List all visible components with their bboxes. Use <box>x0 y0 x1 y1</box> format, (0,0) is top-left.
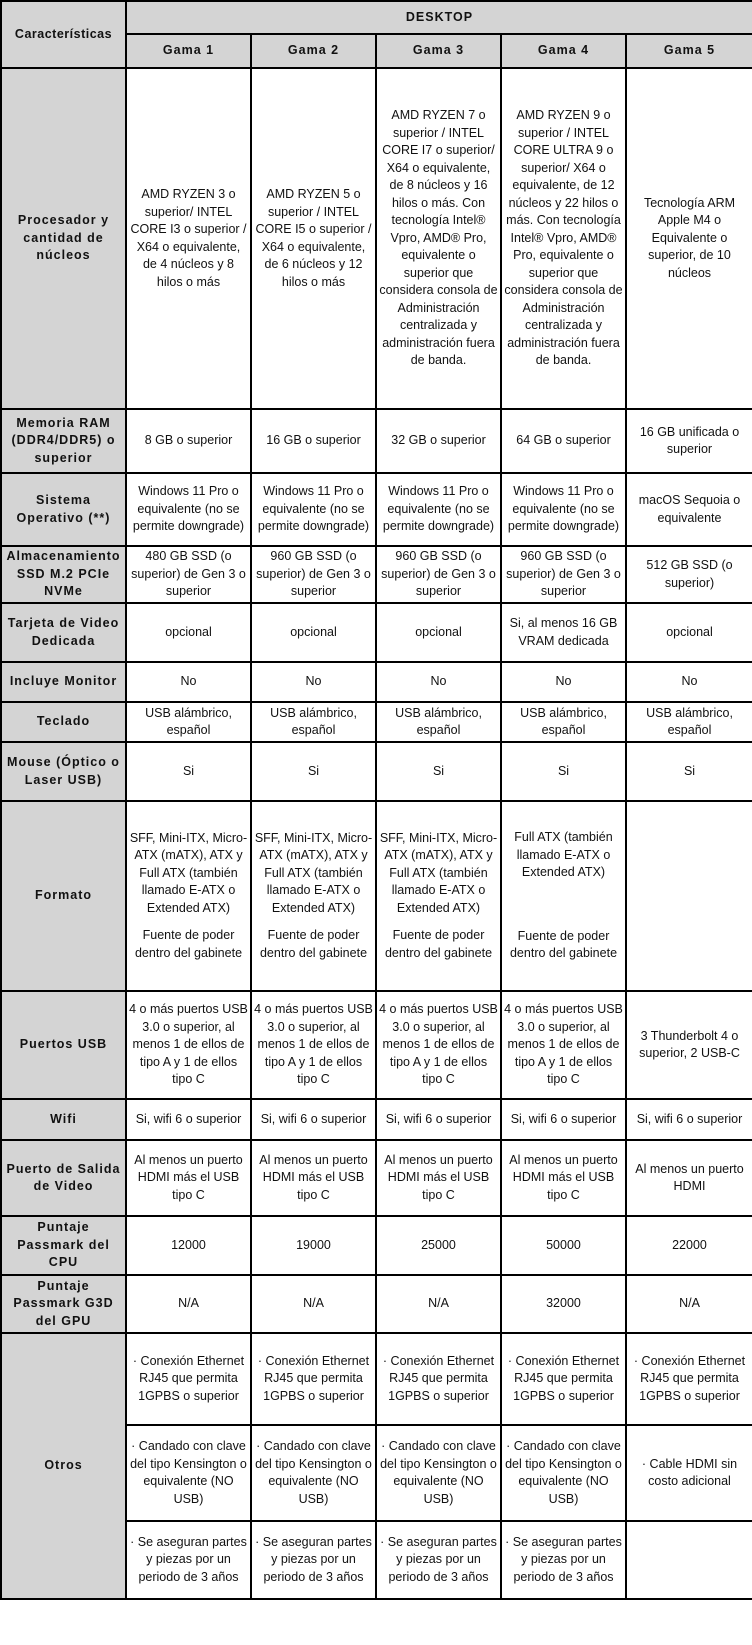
row-tarjeta-video <box>1 603 752 662</box>
row-procesador <box>1 68 752 409</box>
row-ram <box>1 409 752 473</box>
cell-otros-garantia-gama-3: · Se aseguran partes y piezas por un periodo de 3 años <box>376 1521 501 1599</box>
cell-passmark-cpu-gama-3: 25000 <box>376 1216 501 1275</box>
cell-monitor-gama-1: No <box>126 662 251 702</box>
cell-video-gama-3: opcional <box>376 603 501 662</box>
cell-ram-gama-3: 32 GB o superior <box>376 409 501 473</box>
row-label-passmark-gpu: Puntaje Passmark G3D del GPU <box>1 1275 126 1333</box>
cell-otros-garantia-gama-1: · Se aseguran partes y piezas por un periodo de 3 años <box>126 1521 251 1599</box>
row-puertos-usb <box>1 991 752 1099</box>
cell-formato-gama-3 <box>376 801 501 991</box>
formato-fuente: Fuente de poder dentro del gabinete <box>259 928 368 960</box>
row-mouse <box>1 742 752 801</box>
cell-teclado-gama-2: USB alámbrico, español <box>251 702 376 742</box>
cell-passmark-gpu-gama-1: N/A <box>126 1275 251 1333</box>
cell-mouse-gama-5: Si <box>626 742 752 801</box>
cell-monitor-gama-2: No <box>251 662 376 702</box>
row-label-teclado: Teclado <box>1 702 126 742</box>
cell-passmark-gpu-gama-4: 32000 <box>501 1275 626 1333</box>
formato-tipo: SFF, Mini-ITX, Micro-ATX (mATX), ATX y Full ATX (también llamado E-ATX o Extended ATX) <box>129 830 248 915</box>
row-label-puertos-usb: Puertos USB <box>1 991 126 1099</box>
cell-wifi-gama-5: Si, wifi 6 o superior <box>626 1099 752 1140</box>
cell-so-gama-5: macOS Sequoia o equivalente <box>626 473 752 546</box>
cell-otros-candado-gama-5: · Cable HDMI sin costo adicional <box>626 1425 752 1521</box>
cell-so-gama-2: Windows 11 Pro o equivalente (no se permite downgrade) <box>251 473 376 546</box>
cell-video-gama-1: opcional <box>126 603 251 662</box>
row-salida-video <box>1 1140 752 1216</box>
cell-usb-gama-2: 4 o más puertos USB 3.0 o superior, al menos 1 de ellos de tipo A y 1 de ellos tipo C <box>251 991 376 1099</box>
cell-teclado-gama-4: USB alámbrico, español <box>501 702 626 742</box>
row-label-procesador: Procesador y cantidad de núcleos <box>1 68 126 409</box>
cell-formato-gama-1 <box>126 801 251 991</box>
cell-almacenamiento-gama-1: 480 GB SSD (o superior) de Gen 3 o superior <box>126 546 251 603</box>
cell-salida-video-gama-4: Al menos un puerto HDMI más el USB tipo C <box>501 1140 626 1216</box>
cell-almacenamiento-gama-3: 960 GB SSD (o superior) de Gen 3 o superior <box>376 546 501 603</box>
column-header-gama-4: Gama 4 <box>501 34 626 68</box>
cell-otros-candado-gama-4: · Candado con clave del tipo Kensington o equivalente (NO USB) <box>501 1425 626 1521</box>
row-label-ram: Memoria RAM (DDR4/DDR5) o superior <box>1 409 126 473</box>
cell-passmark-cpu-gama-5: 22000 <box>626 1216 752 1275</box>
cell-otros-candado-gama-3: · Candado con clave del tipo Kensington o equivalente (NO USB) <box>376 1425 501 1521</box>
cell-ram-gama-2: 16 GB o superior <box>251 409 376 473</box>
cell-usb-gama-3: 4 o más puertos USB 3.0 o superior, al menos 1 de ellos de tipo A y 1 de ellos tipo C <box>376 991 501 1099</box>
cell-so-gama-4: Windows 11 Pro o equivalente (no se permite downgrade) <box>501 473 626 546</box>
cell-wifi-gama-3: Si, wifi 6 o superior <box>376 1099 501 1140</box>
row-teclado <box>1 702 752 742</box>
cell-salida-video-gama-3: Al menos un puerto HDMI más el USB tipo C <box>376 1140 501 1216</box>
cell-salida-video-gama-1: Al menos un puerto HDMI más el USB tipo C <box>126 1140 251 1216</box>
cell-video-gama-5: opcional <box>626 603 752 662</box>
formato-tipo: SFF, Mini-ITX, Micro-ATX (mATX), ATX y Full ATX (también llamado E-ATX o Extended ATX) <box>379 830 498 915</box>
cell-mouse-gama-3: Si <box>376 742 501 801</box>
cell-teclado-gama-1: USB alámbrico, español <box>126 702 251 742</box>
cell-mouse-gama-4: Si <box>501 742 626 801</box>
cell-formato-gama-5 <box>626 801 752 991</box>
column-header-gama-3: Gama 3 <box>376 34 501 68</box>
cell-otros-ethernet-gama-5: · Conexión Ethernet RJ45 que permita 1GPBS o superior <box>626 1333 752 1425</box>
cell-so-gama-3: Windows 11 Pro o equivalente (no se permite downgrade) <box>376 473 501 546</box>
row-label-salida-video: Puerto de Salida de Video <box>1 1140 126 1216</box>
cell-passmark-gpu-gama-2: N/A <box>251 1275 376 1333</box>
cell-ram-gama-1: 8 GB o superior <box>126 409 251 473</box>
cell-passmark-gpu-gama-3: N/A <box>376 1275 501 1333</box>
cell-ram-gama-5: 16 GB unificada o superior <box>626 409 752 473</box>
cell-otros-candado-gama-2: · Candado con clave del tipo Kensington o equivalente (NO USB) <box>251 1425 376 1521</box>
cell-monitor-gama-3: No <box>376 662 501 702</box>
cell-usb-gama-5: 3 Thunderbolt 4 o superior, 2 USB-C <box>626 991 752 1099</box>
cell-otros-ethernet-gama-1: · Conexión Ethernet RJ45 que permita 1GPBS o superior <box>126 1333 251 1425</box>
cell-usb-gama-1: 4 o más puertos USB 3.0 o superior, al menos 1 de ellos de tipo A y 1 de ellos tipo C <box>126 991 251 1099</box>
cell-mouse-gama-2: Si <box>251 742 376 801</box>
cell-formato-gama-4 <box>501 801 626 991</box>
row-sistema-operativo <box>1 473 752 546</box>
row-label-wifi: Wifi <box>1 1099 126 1140</box>
row-otros-ethernet <box>1 1333 752 1425</box>
row-label-monitor: Incluye Monitor <box>1 662 126 702</box>
row-passmark-cpu <box>1 1216 752 1275</box>
cell-video-gama-2: opcional <box>251 603 376 662</box>
cell-ram-gama-4: 64 GB o superior <box>501 409 626 473</box>
cell-salida-video-gama-2: Al menos un puerto HDMI más el USB tipo C <box>251 1140 376 1216</box>
cell-procesador-gama-5: Tecnología ARM Apple M4 o Equivalente o superior, de 10 núcleos <box>626 68 752 409</box>
cell-monitor-gama-5: No <box>626 662 752 702</box>
desktop-header: DESKTOP <box>126 1 752 34</box>
row-label-sistema-operativo: Sistema Operativo (**) <box>1 473 126 546</box>
cell-otros-candado-gama-1: · Candado con clave del tipo Kensington o equivalente (NO USB) <box>126 1425 251 1521</box>
formato-fuente: Fuente de poder dentro del gabinete <box>509 928 618 961</box>
row-label-almacenamiento: Almacenamiento SSD M.2 PCIe NVMe <box>1 546 126 603</box>
cell-teclado-gama-5: USB alámbrico, español <box>626 702 752 742</box>
row-passmark-gpu <box>1 1275 752 1333</box>
cell-otros-garantia-gama-5 <box>626 1521 752 1599</box>
row-label-passmark-cpu: Puntaje Passmark del CPU <box>1 1216 126 1275</box>
cell-passmark-cpu-gama-1: 12000 <box>126 1216 251 1275</box>
cell-video-gama-4: Si, al menos 16 GB VRAM dedicada <box>501 603 626 662</box>
cell-wifi-gama-1: Si, wifi 6 o superior <box>126 1099 251 1140</box>
column-header-gama-2: Gama 2 <box>251 34 376 68</box>
cell-almacenamiento-gama-5: 512 GB SSD (o superior) <box>626 546 752 603</box>
row-label-tarjeta-video: Tarjeta de Video Dedicada <box>1 603 126 662</box>
cell-monitor-gama-4: No <box>501 662 626 702</box>
cell-procesador-gama-1: AMD RYZEN 3 o superior/ INTEL CORE I3 o superior / X64 o equivalente, de 4 núcleos y 8 hilos o más <box>126 68 251 409</box>
cell-wifi-gama-4: Si, wifi 6 o superior <box>501 1099 626 1140</box>
cell-procesador-gama-3: AMD RYZEN 7 o superior / INTEL CORE I7 o superior/ X64 o equivalente, de 8 núcleos y 16 hilos o más. Con tecnología Intel® Vpro, AMD® Pro, equivalente o superior que considera consola de Administración centralizada y administración fuera de banda. <box>376 68 501 409</box>
cell-procesador-gama-4: AMD RYZEN 9 o superior / INTEL CORE ULTRA 9 o superior/ X64 o equivalente, de 12 núcleos y 22 hilos o más. Con tecnología Intel® Vpro, AMD® Pro, equivalente o superior que considera consola de Administración centralizada y administración fuera de banda. <box>501 68 626 409</box>
cell-usb-gama-4: 4 o más puertos USB 3.0 o superior, al menos 1 de ellos de tipo A y 1 de ellos tipo C <box>501 991 626 1099</box>
column-header-gama-1: Gama 1 <box>126 34 251 68</box>
cell-otros-garantia-gama-2: · Se aseguran partes y piezas por un periodo de 3 años <box>251 1521 376 1599</box>
formato-fuente: Fuente de poder dentro del gabinete <box>384 928 493 960</box>
column-header-gama-5: Gama 5 <box>626 34 752 68</box>
cell-otros-garantia-gama-4: · Se aseguran partes y piezas por un periodo de 3 años <box>501 1521 626 1599</box>
row-label-mouse: Mouse (Óptico o Laser USB) <box>1 742 126 801</box>
cell-almacenamiento-gama-4: 960 GB SSD (o superior) de Gen 3 o superior <box>501 546 626 603</box>
cell-passmark-cpu-gama-2: 19000 <box>251 1216 376 1275</box>
row-monitor <box>1 662 752 702</box>
cell-otros-ethernet-gama-2: · Conexión Ethernet RJ45 que permita 1GPBS o superior <box>251 1333 376 1425</box>
cell-teclado-gama-3: USB alámbrico, español <box>376 702 501 742</box>
cell-otros-ethernet-gama-3: · Conexión Ethernet RJ45 que permita 1GPBS o superior <box>376 1333 501 1425</box>
formato-fuente: Fuente de poder dentro del gabinete <box>134 928 243 960</box>
cell-salida-video-gama-5: Al menos un puerto HDMI <box>626 1140 752 1216</box>
corner-header: Características <box>1 1 126 68</box>
cell-so-gama-1: Windows 11 Pro o equivalente (no se permite downgrade) <box>126 473 251 546</box>
formato-tipo: SFF, Mini-ITX, Micro-ATX (mATX), ATX y Full ATX (también llamado E-ATX o Extended ATX) <box>254 830 373 915</box>
formato-tipo: Full ATX (también llamado E-ATX o Extended ATX) <box>514 830 613 880</box>
cell-formato-gama-2 <box>251 801 376 991</box>
row-almacenamiento <box>1 546 752 603</box>
cell-procesador-gama-2: AMD RYZEN 5 o superior / INTEL CORE I5 o superior / X64 o equivalente, de 6 núcleos y 12 hilos o más <box>251 68 376 409</box>
cell-mouse-gama-1: Si <box>126 742 251 801</box>
cell-passmark-gpu-gama-5: N/A <box>626 1275 752 1333</box>
row-formato <box>1 801 752 991</box>
row-label-otros: Otros <box>1 1333 126 1599</box>
cell-otros-ethernet-gama-4: · Conexión Ethernet RJ45 que permita 1GPBS o superior <box>501 1333 626 1425</box>
cell-passmark-cpu-gama-4: 50000 <box>501 1216 626 1275</box>
cell-almacenamiento-gama-2: 960 GB SSD (o superior) de Gen 3 o superior <box>251 546 376 603</box>
cell-wifi-gama-2: Si, wifi 6 o superior <box>251 1099 376 1140</box>
row-label-formato: Formato <box>1 801 126 991</box>
row-wifi <box>1 1099 752 1140</box>
